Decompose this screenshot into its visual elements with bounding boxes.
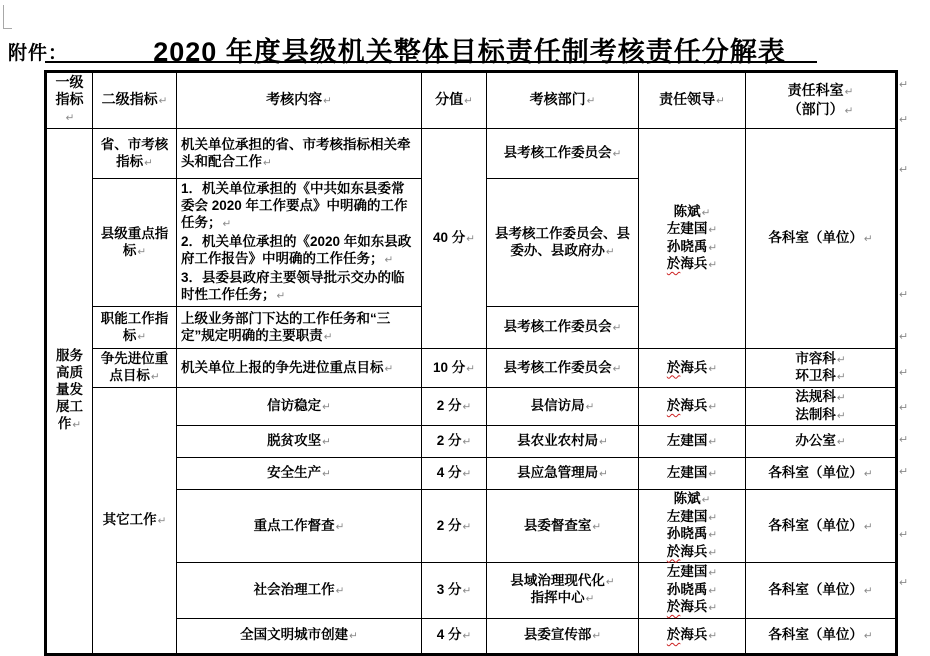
cell-r7-dept: 县应急管理局↵	[487, 458, 639, 490]
cell-r3-content: 上级业务部门下达的工作任务和“三定”规定明确的主要职责↵	[177, 307, 422, 349]
end-of-row-mark: ↵	[899, 529, 909, 541]
cell-r9-score: 3 分↵	[422, 563, 487, 619]
cell-r1-dept: 县考核工作委员会↵	[487, 129, 639, 179]
end-of-row-mark: ↵	[899, 331, 909, 343]
end-of-row-mark: ↵	[899, 402, 909, 414]
cell-r6-office: 办公室↵	[746, 426, 897, 458]
cell-r1-content: 机关单位承担的省、市考核指标相关牵头和配合工作↵	[177, 129, 422, 179]
cell-score-rows1to3: 40 分↵	[422, 129, 487, 349]
row-advancement-goals	[46, 349, 897, 388]
header-assessment-content: 考核内容↵	[177, 72, 422, 129]
row-petition-stability	[46, 388, 897, 426]
cell-office-rows1to3: 各科室（单位）↵	[746, 129, 897, 349]
cell-r6-content: 脱贫攻坚↵	[177, 426, 422, 458]
cell-r10-office: 各科室（单位）↵	[746, 618, 897, 654]
header-score: 分值↵	[422, 72, 487, 129]
cell-r8-content: 重点工作督查↵	[177, 490, 422, 563]
cell-r5-content: 信访稳定↵	[177, 388, 422, 426]
cell-r9-office: 各科室（单位）↵	[746, 563, 897, 619]
cell-r2-level2: 县级重点指标↵	[93, 179, 177, 307]
cell-r3-level2: 职能工作指标↵	[93, 307, 177, 349]
cell-r5-dept: 县信访局↵	[487, 388, 639, 426]
cell-level1-indicator: 服务高质量发展工作↵	[46, 129, 93, 655]
cell-r3-dept: 县考核工作委员会↵	[487, 307, 639, 349]
cell-r10-dept: 县委宣传部↵	[487, 618, 639, 654]
cell-r10-score: 4 分↵	[422, 618, 487, 654]
title-underline	[45, 61, 817, 63]
cell-r8-dept: 县委督查室↵	[487, 490, 639, 563]
header-responsible-office: 责任科室↵ （部门）↵	[746, 72, 897, 129]
cell-r5-leaders: 於海兵↵	[639, 388, 746, 426]
cell-r9-content: 社会治理工作↵	[177, 563, 422, 619]
cell-level2-other-work: 其它工作↵	[93, 388, 177, 655]
cell-r4-dept: 县考核工作委员会↵	[487, 349, 639, 388]
end-of-row-mark: ↵	[899, 434, 909, 446]
cell-r9-leaders: 左建国↵ 孙晓禹↵ 於海兵↵	[639, 563, 746, 619]
cell-r4-level2: 争先进位重点目标↵	[93, 349, 177, 388]
cell-r1-level2: 省、市考核指标↵	[93, 129, 177, 179]
cell-r6-score: 2 分↵	[422, 426, 487, 458]
header-row	[46, 72, 897, 129]
end-of-row-mark: ↵	[899, 114, 909, 126]
end-of-row-mark: ↵	[899, 79, 909, 91]
end-of-row-mark: ↵	[899, 289, 909, 301]
page-title: 2020 年度县级机关整体目标责任制考核责任分解表	[153, 37, 786, 67]
end-of-row-mark: ↵	[899, 466, 909, 478]
header-responsible-leader: 责任领导↵	[639, 72, 746, 129]
cell-r2-dept: 县考核工作委员会、县委办、县政府办↵	[487, 179, 639, 307]
end-of-row-mark: ↵	[899, 367, 909, 379]
cell-r7-score: 4 分↵	[422, 458, 487, 490]
attachment-label: 附件：	[8, 43, 69, 64]
cell-r4-leaders: 於海兵↵	[639, 349, 746, 388]
cell-r9-dept: 县域治理现代化↵ 指挥中心↵	[487, 563, 639, 619]
header-assessment-dept: 考核部门↵	[487, 72, 639, 129]
cell-r8-office: 各科室（单位）↵	[746, 490, 897, 563]
cell-r8-score: 2 分↵	[422, 490, 487, 563]
cell-r7-leaders: 左建国↵	[639, 458, 746, 490]
cell-r4-score: 10 分↵	[422, 349, 487, 388]
cell-leaders-rows1to3: 陈斌↵ 左建国↵ 孙晓禹↵ 於海兵↵	[639, 129, 746, 349]
cell-r2-content: 1．机关单位承担的《中共如东县委常委会 2020 年工作要点》中明确的工作任务；↵ 2．机关单位承担的《2020 年如东县政府工作报告》中明确的工作任务；↵ 3．县委县政府主要领导批示交办的临时性工作任务；↵	[177, 179, 422, 307]
cell-r4-content: 机关单位上报的争先进位重点目标↵	[177, 349, 422, 388]
header-level1-indicator: 一级指标↵	[46, 72, 93, 129]
assessment-table	[44, 70, 898, 656]
text-boundary-mark	[3, 5, 12, 29]
cell-r4-office: 市容科↵ 环卫科↵	[746, 349, 897, 388]
cell-r10-leaders: 於海兵↵	[639, 618, 746, 654]
cell-r5-score: 2 分↵	[422, 388, 487, 426]
cell-r8-leaders: 陈斌↵ 左建国↵ 孙晓禹↵ 於海兵↵	[639, 490, 746, 563]
cell-r7-office: 各科室（单位）↵	[746, 458, 897, 490]
end-of-row-mark: ↵	[899, 577, 909, 589]
end-of-row-mark: ↵	[899, 164, 909, 176]
cell-r6-dept: 县农业农村局↵	[487, 426, 639, 458]
cell-r10-content: 全国文明城市创建↵	[177, 618, 422, 654]
cell-r5-office: 法规科↵ 法制科↵	[746, 388, 897, 426]
row-provincial-indicators	[46, 129, 897, 179]
cell-r7-content: 安全生产↵	[177, 458, 422, 490]
header-level2-indicator: 二级指标↵	[93, 72, 177, 129]
cell-r6-leaders: 左建国↵	[639, 426, 746, 458]
